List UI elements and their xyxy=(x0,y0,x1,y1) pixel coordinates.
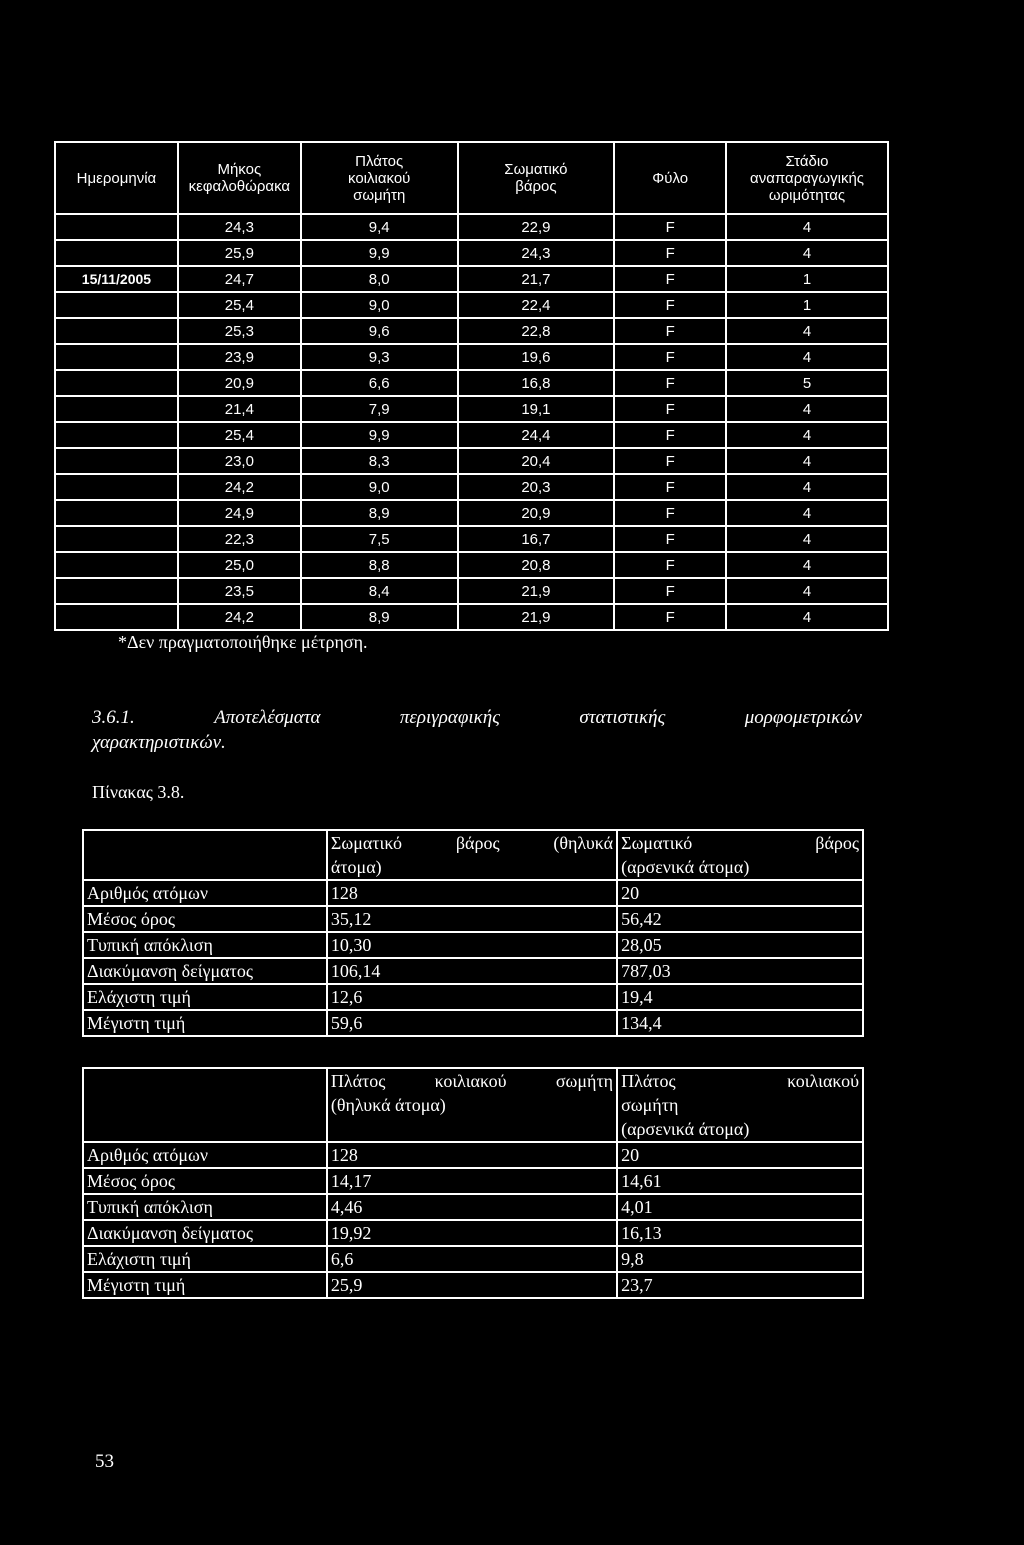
width-stats-body xyxy=(83,1142,863,1298)
table-cell: 8,3 xyxy=(301,448,458,474)
table-cell: F xyxy=(614,474,726,500)
stat-value: 25,9 xyxy=(327,1272,617,1298)
table-row xyxy=(55,500,888,526)
table-cell xyxy=(55,604,178,630)
stat-value: 28,05 xyxy=(617,932,863,958)
table-row xyxy=(55,240,888,266)
stat-value: 35,12 xyxy=(327,906,617,932)
table-row xyxy=(83,1142,863,1168)
weight-stats-body xyxy=(83,880,863,1036)
page-number: 53 xyxy=(95,1451,114,1472)
table-cell: 24,4 xyxy=(458,422,615,448)
width-stats-header xyxy=(83,1068,863,1142)
table-cell xyxy=(55,292,178,318)
table-cell: 20,9 xyxy=(458,500,615,526)
stat-value: 14,61 xyxy=(617,1168,863,1194)
table-cell: 24,7 xyxy=(178,266,301,292)
table-row xyxy=(55,474,888,500)
header-abdominal-width: Πλάτος κοιλιακού σωμήτη xyxy=(301,142,458,214)
table-cell xyxy=(55,552,178,578)
table-row xyxy=(55,292,888,318)
table-cell: F xyxy=(614,370,726,396)
table-cell: F xyxy=(614,552,726,578)
table-cell: 9,9 xyxy=(301,240,458,266)
stat-label: Ελάχιστη τιμή xyxy=(83,984,327,1010)
table-cell: F xyxy=(614,266,726,292)
table-cell: F xyxy=(614,240,726,266)
table-cell: 9,9 xyxy=(301,422,458,448)
table-cell: 4 xyxy=(726,344,888,370)
table-cell: 20,3 xyxy=(458,474,615,500)
table-cell: 23,0 xyxy=(178,448,301,474)
table-cell: 24,3 xyxy=(458,240,615,266)
table-cell: 9,3 xyxy=(301,344,458,370)
table-row xyxy=(83,1246,863,1272)
table-cell: 15/11/2005 xyxy=(55,266,178,292)
stat-value: 20 xyxy=(617,880,863,906)
table-cell: 9,6 xyxy=(301,318,458,344)
stat-value: 9,8 xyxy=(617,1246,863,1272)
table-cell: 1 xyxy=(726,292,888,318)
measurements-body xyxy=(55,214,888,630)
weight-stats-table xyxy=(82,829,864,1037)
table-cell: 4 xyxy=(726,526,888,552)
table-cell: 16,8 xyxy=(458,370,615,396)
header-sex: Φύλο xyxy=(614,142,726,214)
footnote: *Δεν πραγματοποιήθηκε μέτρηση. xyxy=(118,632,368,652)
stat-value: 4,01 xyxy=(617,1194,863,1220)
header-female-width: Πλάτος κοιλιακού σωμήτη (θηλυκά άτομα) xyxy=(327,1068,617,1142)
stat-value: 787,03 xyxy=(617,958,863,984)
section-heading xyxy=(92,705,862,755)
table-cell: 24,2 xyxy=(178,604,301,630)
table-cell: 4 xyxy=(726,318,888,344)
table-cell xyxy=(55,526,178,552)
table-cell: 25,9 xyxy=(178,240,301,266)
table-row xyxy=(83,932,863,958)
table-cell xyxy=(55,240,178,266)
stat-label: Μέσος όρος xyxy=(83,1168,327,1194)
table-cell: 9,4 xyxy=(301,214,458,240)
stat-label: Αριθμός ατόμων xyxy=(83,880,327,906)
stat-label: Τυπική απόκλιση xyxy=(83,1194,327,1220)
table-cell: 6,6 xyxy=(301,370,458,396)
table-cell: 4 xyxy=(726,604,888,630)
table-row xyxy=(83,958,863,984)
table-cell: 24,2 xyxy=(178,474,301,500)
table-cell: 21,9 xyxy=(458,578,615,604)
table-cell: 19,1 xyxy=(458,396,615,422)
header-carapace-length: Μήκος κεφαλοθώρακα xyxy=(178,142,301,214)
table-row xyxy=(55,266,888,292)
table-row xyxy=(83,1010,863,1036)
table-cell: 4 xyxy=(726,214,888,240)
table-row xyxy=(55,448,888,474)
table-cell: 1 xyxy=(726,266,888,292)
table-row xyxy=(83,906,863,932)
stat-value: 19,92 xyxy=(327,1220,617,1246)
table-cell: F xyxy=(614,526,726,552)
header-body-weight: Σωματικό βάρος xyxy=(458,142,615,214)
width-stats-table xyxy=(82,1067,864,1299)
table-cell: 24,3 xyxy=(178,214,301,240)
table-cell: 25,4 xyxy=(178,292,301,318)
table-cell: F xyxy=(614,578,726,604)
table-row xyxy=(55,370,888,396)
table-cell: 21,9 xyxy=(458,604,615,630)
table-cell: F xyxy=(614,396,726,422)
table-cell: 4 xyxy=(726,448,888,474)
stat-label: Διακύμανση δείγματος xyxy=(83,1220,327,1246)
stat-label: Μέγιστη τιμή xyxy=(83,1010,327,1036)
table-cell: 25,3 xyxy=(178,318,301,344)
table-row xyxy=(55,526,888,552)
table-row xyxy=(55,318,888,344)
table-cell xyxy=(55,422,178,448)
table-cell: 23,9 xyxy=(178,344,301,370)
table-row xyxy=(83,1220,863,1246)
stat-label: Μέγιστη τιμή xyxy=(83,1272,327,1298)
table-cell: F xyxy=(614,214,726,240)
stat-value: 106,14 xyxy=(327,958,617,984)
table-cell: 4 xyxy=(726,422,888,448)
stat-value: 10,30 xyxy=(327,932,617,958)
table-cell xyxy=(55,318,178,344)
table-cell: 20,9 xyxy=(178,370,301,396)
stat-value: 23,7 xyxy=(617,1272,863,1298)
stat-value: 12,6 xyxy=(327,984,617,1010)
table-cell: 5 xyxy=(726,370,888,396)
table-cell: 20,4 xyxy=(458,448,615,474)
table-row xyxy=(83,984,863,1010)
table-cell: 4 xyxy=(726,552,888,578)
table-cell: 9,0 xyxy=(301,292,458,318)
header-date: Ημερομηνία xyxy=(55,142,178,214)
table-row xyxy=(55,552,888,578)
stat-label: Ελάχιστη τιμή xyxy=(83,1246,327,1272)
header-female-weight: Σωματικό βάρος (θηλυκά άτομα) xyxy=(327,830,617,880)
table-row xyxy=(55,422,888,448)
table-cell xyxy=(55,500,178,526)
table-cell xyxy=(55,396,178,422)
table-cell: 16,7 xyxy=(458,526,615,552)
header-male-weight: Σωματικό βάρος (αρσενικά άτομα) xyxy=(617,830,863,880)
stat-label: Μέσος όρος xyxy=(83,906,327,932)
table-row xyxy=(83,1272,863,1298)
stat-value: 59,6 xyxy=(327,1010,617,1036)
table-cell: F xyxy=(614,422,726,448)
table-cell: 22,4 xyxy=(458,292,615,318)
table-cell: F xyxy=(614,292,726,318)
stat-value: 4,46 xyxy=(327,1194,617,1220)
table-cell: 4 xyxy=(726,240,888,266)
table-cell: 8,8 xyxy=(301,552,458,578)
section-heading-line1: 3.6.1. Αποτελέσματα περιγραφικής στατιστικής μορφομετρικών xyxy=(92,707,862,728)
stat-label: Τυπική απόκλιση xyxy=(83,932,327,958)
table-cell: F xyxy=(614,318,726,344)
table-cell: 4 xyxy=(726,396,888,422)
table-cell: 25,4 xyxy=(178,422,301,448)
table-cell xyxy=(55,578,178,604)
stat-value: 56,42 xyxy=(617,906,863,932)
table-cell: F xyxy=(614,344,726,370)
table-cell: 7,9 xyxy=(301,396,458,422)
table-row xyxy=(83,880,863,906)
table-cell: 4 xyxy=(726,578,888,604)
table-cell: 4 xyxy=(726,474,888,500)
table-cell: 8,9 xyxy=(301,604,458,630)
stat-value: 134,4 xyxy=(617,1010,863,1036)
table-row xyxy=(55,214,888,240)
section-heading-line2: χαρακτηριστικών. xyxy=(92,732,226,753)
table-cell: 7,5 xyxy=(301,526,458,552)
stat-value: 14,17 xyxy=(327,1168,617,1194)
stat-label: Αριθμός ατόμων xyxy=(83,1142,327,1168)
table-cell: 8,0 xyxy=(301,266,458,292)
table-cell: 21,4 xyxy=(178,396,301,422)
stat-value: 128 xyxy=(327,1142,617,1168)
table-cell: 19,6 xyxy=(458,344,615,370)
weight-stats-header xyxy=(83,830,863,880)
stat-value: 6,6 xyxy=(327,1246,617,1272)
stat-value: 128 xyxy=(327,880,617,906)
stat-value: 16,13 xyxy=(617,1220,863,1246)
table-cell: 22,3 xyxy=(178,526,301,552)
table-cell xyxy=(55,448,178,474)
table-cell: 23,5 xyxy=(178,578,301,604)
table-cell xyxy=(55,370,178,396)
table-cell: F xyxy=(614,448,726,474)
table-cell: 21,7 xyxy=(458,266,615,292)
stat-value: 19,4 xyxy=(617,984,863,1010)
table-row xyxy=(55,344,888,370)
table-row xyxy=(83,1168,863,1194)
table-row xyxy=(83,1194,863,1220)
table-row xyxy=(55,604,888,630)
table-row xyxy=(55,578,888,604)
table-cell: 24,9 xyxy=(178,500,301,526)
table-row xyxy=(55,396,888,422)
measurements-header-row xyxy=(55,142,888,214)
table-cell: F xyxy=(614,500,726,526)
table-cell: 8,4 xyxy=(301,578,458,604)
table-caption: Πίνακας 3.8. xyxy=(92,782,185,802)
measurements-table xyxy=(54,141,889,631)
table-cell: 25,0 xyxy=(178,552,301,578)
header-male-width: Πλάτος κοιλιακού σωμήτη (αρσενικά άτομα) xyxy=(617,1068,863,1142)
table-cell: 4 xyxy=(726,500,888,526)
table-cell xyxy=(55,474,178,500)
table-cell: 22,8 xyxy=(458,318,615,344)
header-empty xyxy=(83,1068,327,1142)
table-cell: 8,9 xyxy=(301,500,458,526)
table-cell xyxy=(55,214,178,240)
table-cell: 22,9 xyxy=(458,214,615,240)
header-empty xyxy=(83,830,327,880)
table-cell: 9,0 xyxy=(301,474,458,500)
table-cell xyxy=(55,344,178,370)
header-maturity-stage: Στάδιο αναπαραγωγικής ωριμότητας xyxy=(726,142,888,214)
table-cell: 20,8 xyxy=(458,552,615,578)
table-cell: F xyxy=(614,604,726,630)
stat-value: 20 xyxy=(617,1142,863,1168)
stat-label: Διακύμανση δείγματος xyxy=(83,958,327,984)
